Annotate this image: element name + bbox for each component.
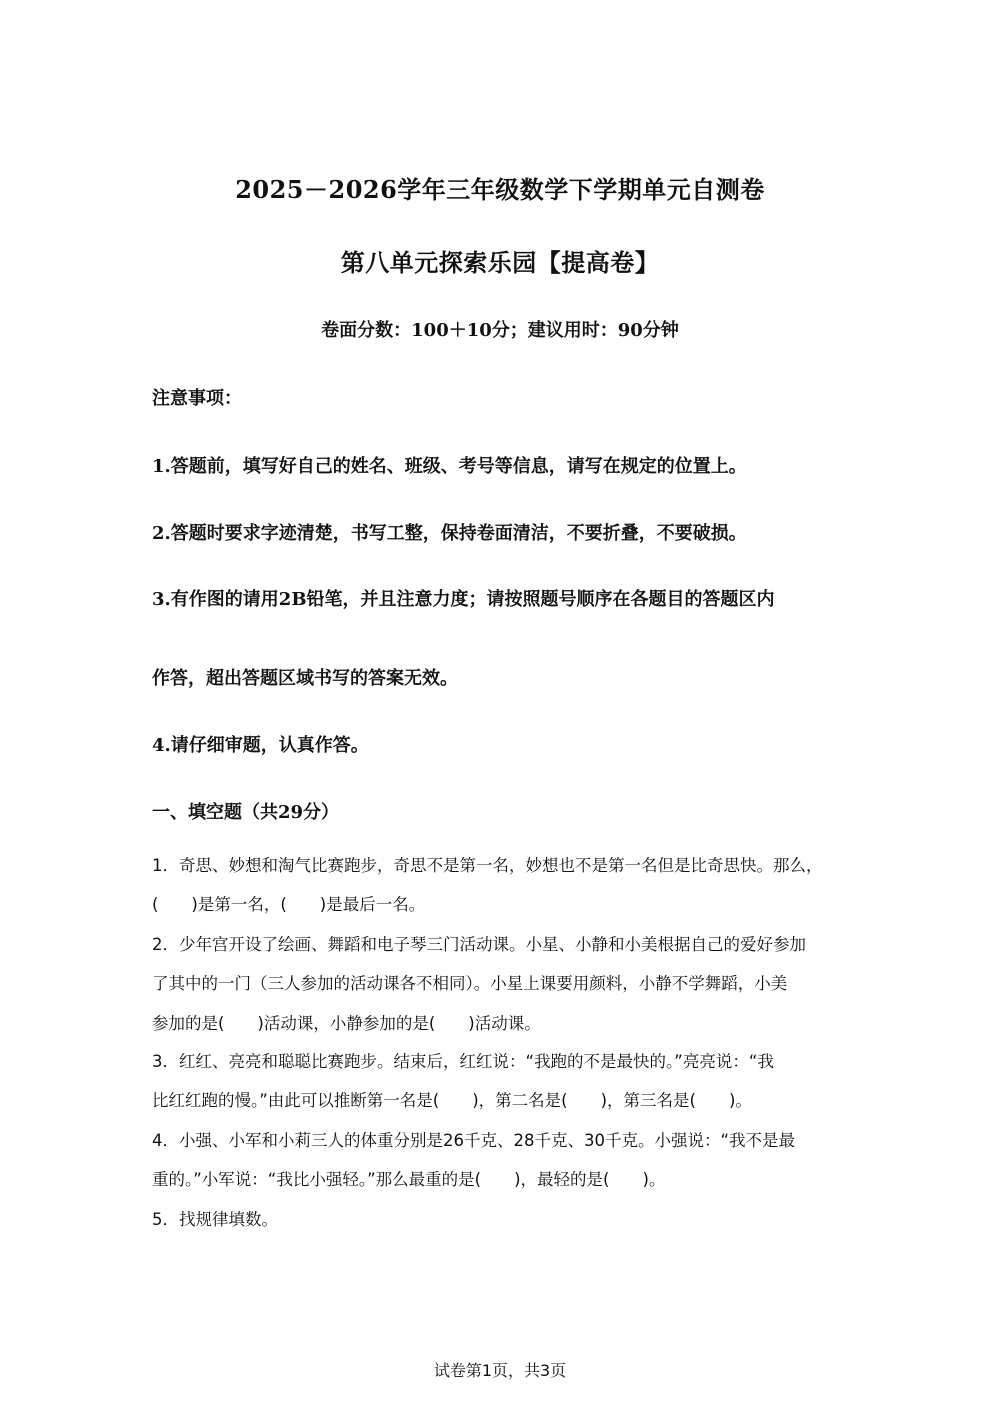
question-4-line-1: 4．小强、小军和小莉三人的体重分别是26千克、28千克、30千克。小强说：“我不是最: [152, 1131, 796, 1150]
question-2-line-2: 了其中的一门（三人参加的活动课各不相同）。小星上课要用颜料，小静不学舞蹈，小美: [152, 974, 788, 993]
notice-item-3-line-2: 作答，超出答题区域书写的答案无效。: [152, 668, 458, 689]
question-2-line-1: 2．少年宫开设了绘画、舞蹈和电子琴三门活动课。小星、小静和小美根据自己的爱好参加: [152, 935, 806, 954]
notice-item-1: 1.答题前，填写好自己的姓名、班级、考号等信息，请写在规定的位置上。: [152, 456, 747, 477]
section-heading-fill-in: 一、填空题（共29分）: [152, 802, 340, 823]
question-5-line-1: 5．找规律填数。: [152, 1210, 278, 1229]
notice-item-3-line-1: 3.有作图的请用2B铅笔，并且注意力度；请按照题号顺序在各题目的答题区内: [152, 589, 775, 610]
exam-title: 2025－2026学年三年级数学下学期单元自测卷: [235, 175, 765, 204]
notice-item-2: 2.答题时要求字迹清楚，书写工整，保持卷面清洁，不要折叠，不要破损。: [152, 523, 747, 544]
question-2-line-3: 参加的是( )活动课，小静参加的是( )活动课。: [152, 1014, 541, 1033]
question-3-line-1: 3．红红、亮亮和聪聪比赛跑步。结束后，红红说：“我跑的不是最快的。”亮亮说：“我: [152, 1052, 774, 1071]
question-3-line-2: 比红红跑的慢。”由此可以推断第一名是( )，第二名是( )，第三名是( )。: [152, 1091, 752, 1110]
page-footer: 试卷第1页，共3页: [433, 1361, 567, 1380]
question-1-line-1: 1．奇思、妙想和淘气比赛跑步，奇思不是第一名，妙想也不是第一名但是比奇思快。那么，: [152, 856, 823, 875]
question-1-line-2: ( )是第一名，( )是最后一名。: [152, 895, 426, 914]
exam-subtitle: 第八单元探索乐园【提高卷】: [340, 248, 660, 277]
question-4-line-2: 重的。”小军说：“我比小强轻。”那么最重的是( )，最轻的是( )。: [152, 1170, 666, 1189]
notice-item-4: 4.请仔细审题，认真作答。: [152, 735, 369, 756]
score-and-time: 卷面分数：100＋10分；建议用时：90分钟: [321, 320, 679, 341]
notice-heading: 注意事项：: [152, 388, 242, 409]
